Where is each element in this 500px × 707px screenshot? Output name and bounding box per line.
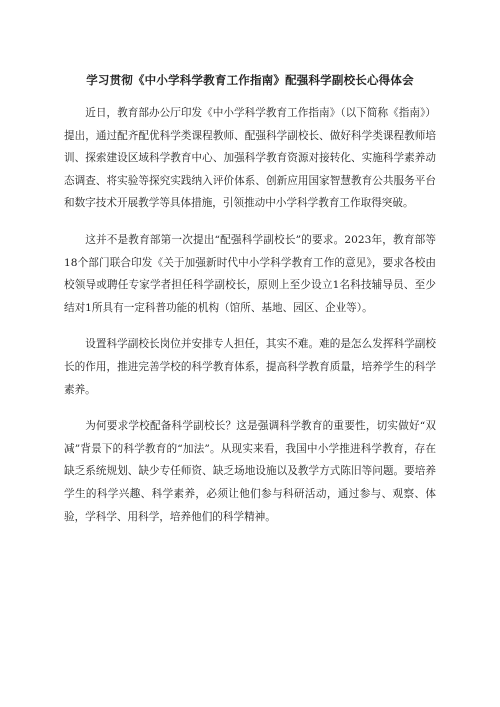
paragraph-4: 为何要求学校配备科学副校长？这是强调科学教育的重要性，切实做好“双减”背景下的科学教育的“加法”。从现实来看，我国中小学推进科学教育，存在缺乏系统规划、缺少专任师资、缺乏场地设施以及教学方式陈旧等问题。要培养学生的科学兴趣、科学素养，必须让他们参与科研活动，通过参与、观察、体验，学科学、用科学，培养他们的科学精神。 xyxy=(64,420,436,523)
paragraph-3: 设置科学副校长岗位并安排专人担任，其实不难。难的是怎么发挥科学副校长的作用，推进完善学校的科学教育体系，提高科学教育质量，培养学生的科学素养。 xyxy=(64,338,436,396)
paragraph-1: 近日，教育部办公厅印发《中小学科学教育工作指南》（以下简称《指南》）提出，通过配齐配优科学类课程教师、配强科学副校长、做好科学类课程教师培训、探索建设区域科学教育中心、加强科学教育资源对接转化、实施科学素养动态调查、将实验等探究实践纳入评价体系、创新应用国家智慧教育公共服务平台和数字技术开展教学等具体措施，引领推动中小学科学教育工作取得突破。 xyxy=(64,107,436,210)
paragraph-2: 这并不是教育部第一次提出“配强科学副校长”的要求。2023年，教育部等18个部门联合印发《关于加强新时代中小学科学教育工作的意见》，要求各校由校领导或聘任专家学者担任科学副校长，原则上至少设立1名科技辅导员、至少结对1所具有一定科普功能的机构（馆所、基地、园区、企业等）。 xyxy=(64,233,436,314)
document-title: 学习贯彻《中小学科学教育工作指南》配强科学副校长心得体会 xyxy=(86,73,414,87)
